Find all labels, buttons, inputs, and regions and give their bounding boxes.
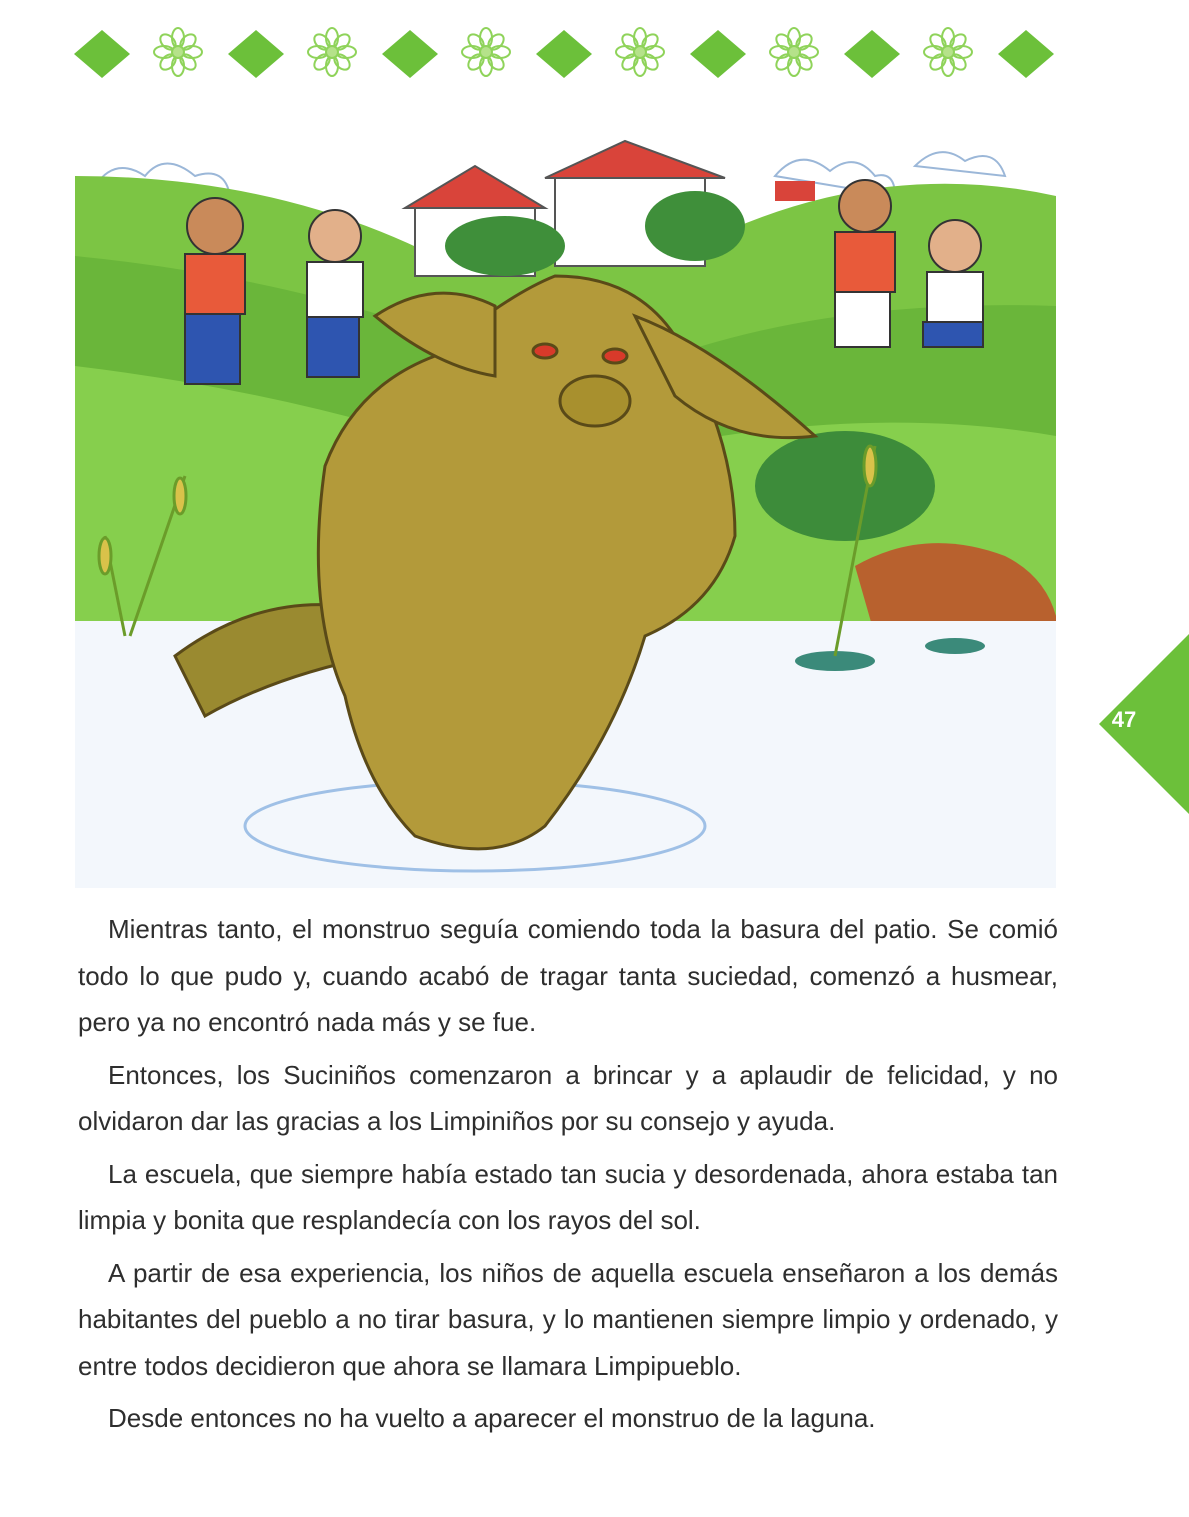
story-paragraph: Entonces, los Suciniños comenzaron a brincar y a aplaudir de felicidad, y no olvidaron dar las gracias a los Limpiniños por su consejo y ayuda. xyxy=(78,1059,1058,1136)
diamond-icon xyxy=(998,30,1054,78)
flower-icon xyxy=(616,28,664,76)
story-paragraph: A partir de esa experiencia, los niños de aquella escuela enseñaron a los demás habitantes del pueblo a no tirar basura, y lo mantienen siempre limpio y ordenado, y entre todos decidieron que ahora se llamara Limpipueblo. xyxy=(78,1257,1058,1381)
flower-icon xyxy=(308,28,356,76)
story-paragraph: Mientras tanto, el monstruo seguía comiendo toda la basura del patio. Se comió todo lo que pudo y, cuando acabó de tragar tanta suciedad, comenzó a husmear, pero ya no encontró nada más y se fue. xyxy=(78,914,1058,1037)
flower-icon xyxy=(462,28,510,76)
flower-icon xyxy=(924,28,972,76)
diamond-icon xyxy=(74,30,130,78)
story-illustration xyxy=(75,136,1056,888)
diamond-icon xyxy=(844,30,900,78)
flower-icon xyxy=(154,28,202,76)
flower-icon xyxy=(770,28,818,76)
story-paragraph: La escuela, que siempre había estado tan sucia y desordenada, ahora estaba tan limpia y bonita que resplandecía con los rayos del sol. xyxy=(78,1158,1058,1235)
page-number: 47 xyxy=(1111,707,1137,732)
diamond-icon xyxy=(690,30,746,78)
diamond-icon xyxy=(536,30,592,78)
diamond-icon xyxy=(382,30,438,78)
story-text xyxy=(78,906,1058,1448)
decorative-border xyxy=(70,24,1060,84)
story-paragraph: Desde entonces no ha vuelto a aparecer el monstruo de la laguna. xyxy=(108,1403,876,1433)
diamond-icon xyxy=(228,30,284,78)
